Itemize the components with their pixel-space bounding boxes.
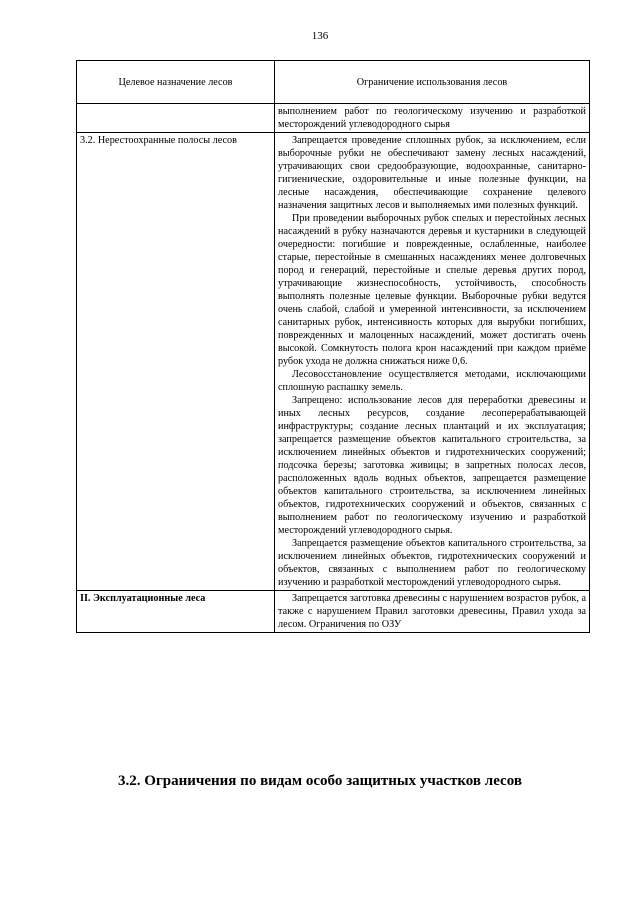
table-row [77,591,590,633]
restriction-paragraph: Запрещается размещение объектов капитального строительства, за исключением линейных объектов, гидротехнических сооружений и объектов, связанных с выполнением работ по геологическому изучению и разработкой месторождений углеводородного сырья. [278,538,586,588]
restriction-paragraph: выполнением работ по геологическому изучению и разработкой месторождений углеводородного сырья [278,106,586,130]
row-restrictions [275,591,590,633]
header-forest-purpose: Целевое назначение лесов [77,61,275,104]
restriction-paragraph: Лесовосстановление осуществляется методами, исключающими сплошную распашку земель. [278,369,586,393]
table-row [77,133,590,591]
restriction-paragraph: Запрещается проведение сплошных рубок, за исключением, если выборочные рубки не обеспечивают замену лесных насаждений, утрачивающих свои средообразующие, водоохранные, санитарно-гигиенические, оздоровительные и иные полезные функции, на лесные насаждения, обеспечивающие сохранение целевого назначения защитных лесов и выполняемых ими полезных функций. [278,135,586,211]
table-header-row [77,61,590,104]
row-category: II. Эксплуатационные леса [77,591,275,633]
row-restrictions [275,133,590,591]
row-category [77,104,275,133]
header-usage-restriction: Ограничение использования лесов [275,61,590,104]
restriction-paragraph: При проведении выборочных рубок спелых и перестойных лесных насаждений в рубку назначаются деревья и кустарники в следующей очередности: погибшие и поврежденные, ослабленные, наиболее старые, перестойные в смешанных насаждениях менее долговечных пород и генераций, перестойные и спелые деревья других пород, утрачивающие жизнеспособность, устойчивость, способность выполнять полезные целевые функции. Выборочные рубки ведутся очень слабой, слабой и умеренной интенсивности, за исключением санитарных рубок, интенсивность которых для вырубки погибших, поврежденных и малоценных насаждений, может достигать очень высокой. Сомкнутость полога крон насаждений при каждом приёме рубок ухода не должна снижаться ниже 0,6. [278,213,586,367]
table-row [77,104,590,133]
section-heading: 3.2. Ограничения по видам особо защитных участков лесов [118,773,522,789]
restriction-paragraph: Запрещено: использование лесов для переработки древесины и иных лесных ресурсов, создание лесоперерабатывающей инфраструктуры; создание лесных плантаций и их эксплуатация; запрещается размещение объектов капитального строительства, за исключением линейных объектов и гидротехнических сооружений; подсочка березы; заготовка живицы; в запретных полосах лесов, расположенных вдоль водных объектов, запрещается размещение объектов капитального строительства, за исключением линейных объектов, гидротехнических сооружений и объектов, связанных с выполнением работ по геологическому изучению и разработкой месторождений углеводородного сырья. [278,395,586,536]
row-restrictions [275,104,590,133]
page-number: 136 [311,30,329,42]
restrictions-table [76,60,590,633]
row-category: 3.2. Нерестоохранные полосы лесов [77,133,275,591]
restriction-paragraph: Запрещается заготовка древесины с нарушением возрастов рубок, а также с нарушением Правил заготовки древесины, Правил ухода за лесом. Ограничения по ОЗУ [278,593,586,630]
